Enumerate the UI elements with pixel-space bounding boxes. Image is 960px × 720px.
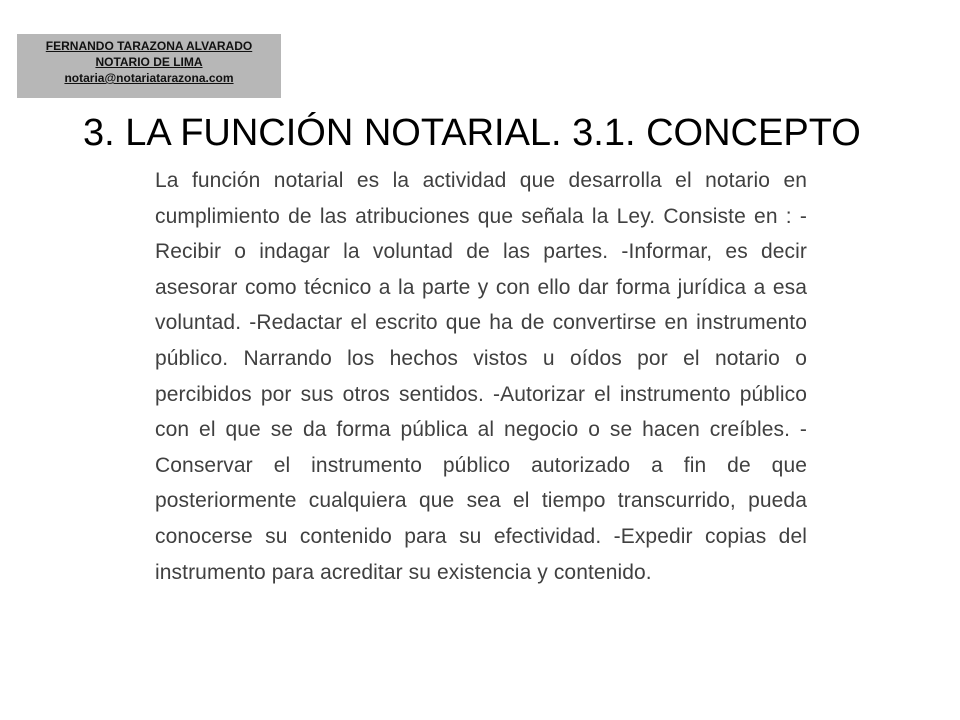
slide-body-text: La función notarial es la actividad que desarrolla el notario en cumplimiento de las atribuciones que señala la Ley. Consiste en : -Recibir o indagar la voluntad de las partes. -Informar, es decir asesorar como técnico a la parte y con ello dar forma jurídica a esa voluntad. -Redactar el escrito que ha de convertirse en instrumento público. Narrando los hechos vistos u oídos por el notario o percibidos por sus otros sentidos. -Autorizar el instrumento público con el que se da forma pública al negocio o se hacen creíbles. -Conservar el instrumento público autorizado a fin de que posteriormente cualquiera que sea el tiempo transcurrido, pueda conocerse su contenido para su efectividad. -Expedir copias del instrumento para acreditar su existencia y contenido. — [155, 169, 807, 584]
notary-email: notaria@notariatarazona.com — [64, 71, 234, 85]
notary-office: NOTARIO DE LIMA — [95, 55, 203, 69]
notary-name: FERNANDO TARAZONA ALVARADO — [45, 39, 253, 53]
slide-title: 3. LA FUNCIÓN NOTARIAL. 3.1. CONCEPTO — [83, 112, 861, 154]
notary-header-box — [17, 34, 281, 98]
